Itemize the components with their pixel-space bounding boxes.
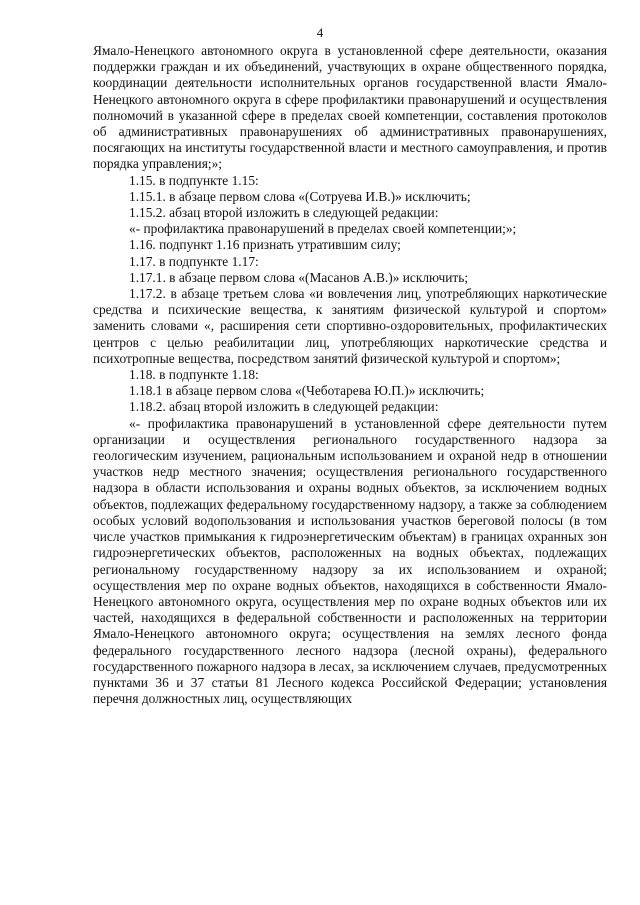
paragraph-item-1-15-1: 1.15.1. в абзаце первом слова «(Сотруева И.В.)» исключить; — [129, 188, 471, 204]
paragraph-quote-1-15-2: «- профилактика правонарушений в пределах своей компетенции;»; — [129, 221, 517, 237]
paragraph-item-1-15: 1.15. в подпункте 1.15: — [129, 172, 259, 188]
paragraph-continuation: Ямало-Ненецкого автономного округа в установленной сфере деятельности, оказания поддержки граждан и их объединений, участвующих в охране общественного порядка, координации деятельности исполнительных органов государственной власти Ямало-Ненецкого автономного округа в сфере профилактики правонарушений и осуществления полномочий в указанной сфере в пределах своей компетенции, составления протоколов об административных правонарушениях об административных правонарушениях, посягающих на институты государственной власти и местного самоуправления, и против порядка управления;»; — [93, 43, 607, 172]
paragraph-item-1-16: 1.16. подпункт 1.16 признать утратившим силу; — [129, 237, 401, 253]
paragraph-item-1-18-2: 1.18.2. абзац второй изложить в следующей редакции: — [129, 399, 439, 415]
paragraph-item-1-17-2: 1.17.2. в абзаце третьем слова «и вовлечения лиц, употребляющих наркотические средства и психические вещества, к занятиям физической культурой и спортом» заменить словами «, расширения сети спортивно-оздоровительных, профилактических центров с целью реабилитации лиц, употребляющих наркотические средства и психотропные вещества, посредством занятий физической культурой и спортом»; — [93, 286, 607, 366]
paragraph-item-1-17-1: 1.17.1. в абзаце первом слова «(Масанов А.В.)» исключить; — [129, 269, 469, 285]
document-body — [93, 43, 607, 707]
paragraph-item-1-15-2: 1.15.2. абзац второй изложить в следующей редакции: — [129, 205, 439, 221]
page-number: 4 — [316, 25, 324, 40]
paragraph-item-1-17: 1.17. в подпункте 1.17: — [129, 253, 259, 269]
paragraph-item-1-18-1: 1.18.1 в абзаце первом слова «(Чеботарева Ю.П.)» исключить; — [129, 383, 485, 399]
paragraph-item-1-18: 1.18. в подпункте 1.18: — [129, 367, 259, 383]
paragraph-quote-1-18-2: «- профилактика правонарушений в установленной сфере деятельности путем организации и осуществления регионального государственного надзора за геологическим изучением, рациональным использованием и охраной недр в отношении участков недр местного значения; осуществления регионального государственного надзора в области использования и охраны водных объектов, за исключением водных объектов, подлежащих федеральному государственному надзору, а также за соблюдением особых условий водопользования и использования участков береговой полосы (в том числе участков примыкания к гидроэнергетическим объектам) в границах охранных зон гидроэнергетических объектов, расположенных на водных объектах, подлежащих региональному государственному надзору за их использованием и охраной; осуществления мер по охране водных объектов, находящихся в собственности Ямало-Ненецкого автономного округа, осуществления мер по охране водных объектов или их частей, находящихся в федеральной собственности и расположенных на территории Ямало-Ненецкого автономного округа; осуществления на землях лесного фонда федерального государственного лесного надзора (лесной охраны), федерального государственного пожарного надзора в лесах, за исключением случаев, предусмотренных пунктами 36 и 37 статьи 81 Лесного кодекса Российской Федерации; установления перечня должностных лиц, осуществляющих — [93, 415, 607, 707]
